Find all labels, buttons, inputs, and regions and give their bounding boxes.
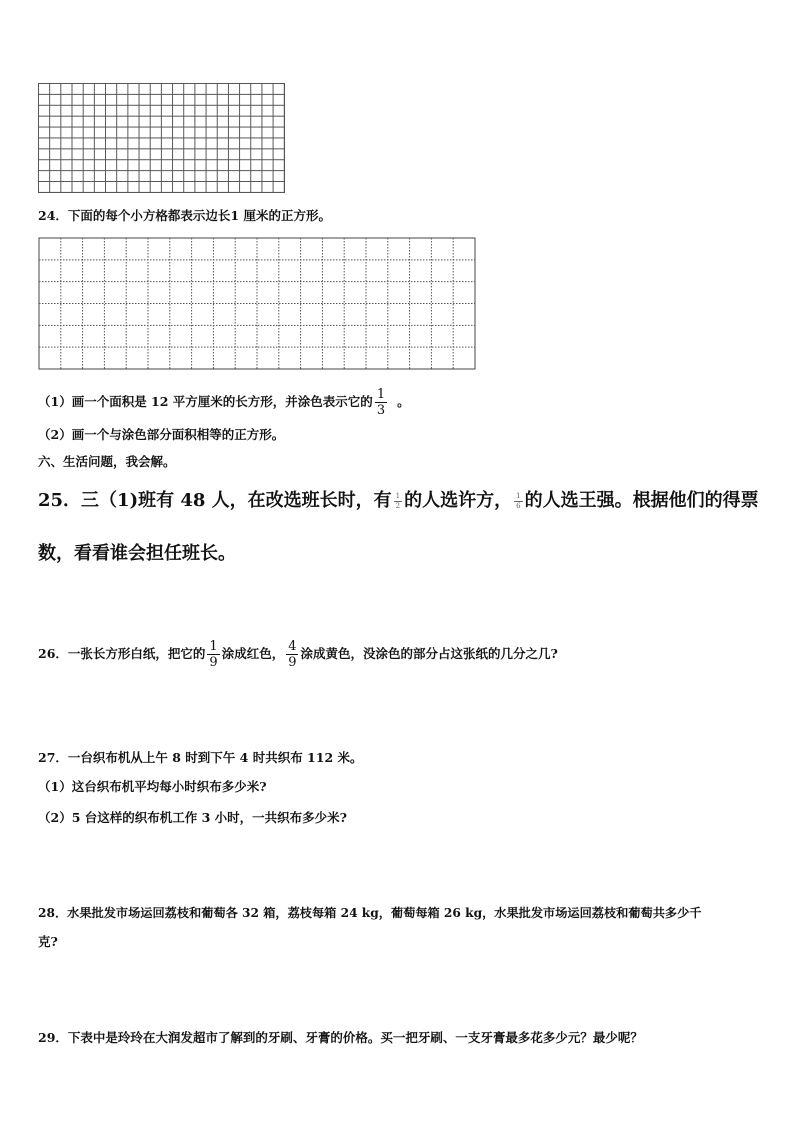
q26-part2: 涂成红色， bbox=[221, 646, 285, 661]
fraction-numerator: 1 bbox=[516, 491, 521, 500]
one-third-fraction bbox=[375, 388, 387, 417]
fraction-denominator: 2 bbox=[395, 501, 401, 510]
q24-sub1 bbox=[38, 388, 410, 417]
q25-line2: 数，看看谁会担任班长。 bbox=[38, 543, 236, 564]
fraction-denominator: 6 bbox=[516, 501, 521, 510]
section-6-heading: 六、生活问题，我会解。 bbox=[38, 454, 176, 469]
q26-part3: 涂成黄色，没涂色的部分占这张纸的几分之几? bbox=[300, 646, 558, 661]
q24-sub2: （2）画一个与涂色部分面积相等的正方形。 bbox=[38, 427, 285, 442]
fraction-denominator: 3 bbox=[376, 403, 386, 418]
fraction-numerator: 1 bbox=[376, 387, 386, 402]
q25-part1: 25．三（1)班有 48 人，在改选班长时，有 bbox=[38, 490, 392, 511]
q25-fraction-2 bbox=[514, 493, 522, 510]
q24-sub1-tail: 。 bbox=[397, 394, 410, 409]
q27-title: 27．一台织布机从上午 8 时到下午 4 时共织布 112 米。 bbox=[38, 750, 363, 765]
top-grid bbox=[38, 83, 285, 193]
fraction-denominator: 9 bbox=[288, 655, 297, 670]
q24-dotted-grid bbox=[38, 237, 476, 370]
fraction-numerator: 1 bbox=[395, 491, 401, 500]
q26-part1: 26．一张长方形白纸，把它的 bbox=[38, 646, 206, 661]
q24-sub1-text: （1）画一个面积是 12 平方厘米的长方形，并涂色表示它的 bbox=[38, 394, 373, 409]
q25-fraction-1 bbox=[394, 493, 402, 510]
q28-line2: 克? bbox=[38, 934, 58, 949]
fraction-numerator: 1 bbox=[209, 639, 218, 654]
q26-line bbox=[38, 640, 558, 669]
q27-sub2: （2）5 台这样的织布机工作 3 小时，一共织布多少米? bbox=[38, 810, 347, 825]
q24-title: 24．下面的每个小方格都表示边长1 厘米的正方形。 bbox=[38, 208, 331, 223]
q28-line1: 28．水果批发市场运回荔枝和葡萄各 32 箱，荔枝每箱 24 kg，葡萄每箱 26 kg，水果批发市场运回荔枝和葡萄共多少千 bbox=[38, 906, 702, 920]
q25-part2: 的人选许方， bbox=[404, 490, 513, 511]
q25-part3: 的人选王强。根据他们的得票 bbox=[524, 490, 759, 511]
q26-fraction-2 bbox=[286, 640, 298, 669]
q29-title: 29．下表中是玲玲在大润发超市了解到的牙刷、牙膏的价格。买一把牙刷、一支牙膏最多花多少元？最少呢？ bbox=[38, 1030, 643, 1045]
fraction-denominator: 9 bbox=[209, 655, 218, 670]
fraction-numerator: 4 bbox=[288, 639, 297, 654]
q27-sub1: （1）这台织布机平均每小时织布多少米? bbox=[38, 779, 267, 794]
q26-fraction-1 bbox=[207, 640, 219, 669]
q25-line1 bbox=[38, 491, 759, 510]
